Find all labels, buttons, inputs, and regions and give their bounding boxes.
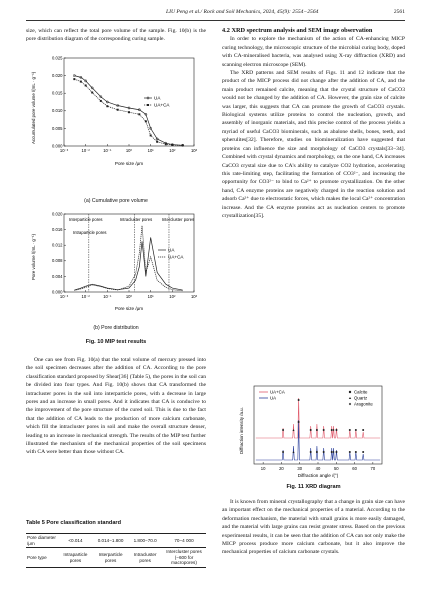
table-cell: <0.014 — [58, 534, 93, 548]
fig10a-legend — [144, 96, 170, 108]
fig10a-point-uaca — [171, 144, 173, 146]
table5-row1-label: Pore diameter /μm — [26, 534, 58, 548]
fig11-xtick-label: 10 — [260, 466, 266, 471]
fig11-legend-aragonite: Aragonite — [354, 401, 373, 407]
fig10b-xtick-label: 10⁻¹ — [103, 294, 112, 299]
fig10a-point-uaca — [138, 113, 140, 115]
fig10a-point-uaca — [182, 144, 184, 146]
fig11-marker-calcite — [298, 421, 300, 423]
fig10a-xlabel: Pore size /μm — [114, 161, 144, 166]
fig10a-point-uaca — [156, 141, 158, 143]
fig11-xtick-label: 50 — [333, 466, 339, 471]
fig11-marker-calcite — [316, 451, 318, 453]
fig11-marker-calcite — [349, 429, 351, 431]
fig10a-point-uaca — [91, 91, 93, 93]
fig10a-ytick-label: 0.020 — [52, 73, 63, 78]
left-para-bottom: One can see from Fig. 10(a) that the total volume of mercury pressed into the soil specimen decreases after the addition of CA. According to the pore classification standard proposed by Shear[36] (Table 5), the pores in the soil can be divided into four types. And Fig. 10(b) shows that CA transformed the intracluster pores in the soil into interparticle pores, with a decrease in large pores and an increase in small pores. And it indicates that CA is conducive to the improvement of the pore structure of the cured soil. This is due to the fact that the addition of CA leads to the production of more calcium carbonate, which fill the intracluster pores in soil and make the overall structure denser, leading to an increase in mechanical strength. The results of the MIP test further illustrated the mechanism of the mechanical properties of the soil specimens with CA were better than those without CA. — [26, 357, 206, 456]
fig11-chart — [226, 380, 406, 480]
fig10a-ylabel: Accumulated pore volume /(mL · g⁻¹) — [31, 71, 36, 144]
right-column-bottom — [222, 498, 405, 557]
left-column-top — [26, 27, 206, 44]
fig10b-series-uaca — [74, 226, 182, 291]
fig11-marker-calcite — [335, 429, 337, 431]
fig10a-series-ua — [74, 76, 182, 146]
fig10b-xtick-label: 10³ — [190, 294, 198, 299]
fig10a-xtick-label: 10¹ — [147, 148, 154, 153]
fig11-ylabel: Diffraction intensity /a.u. — [239, 407, 244, 454]
header-citation: LIU Peng et al./ Rock and Soil Mechanics, 2024, 45(9): 2554−2564 — [166, 9, 319, 15]
table-cell: 70−4 000 — [162, 534, 206, 548]
fig10a-chart — [26, 52, 206, 182]
table-cell: Intracluster pores — [128, 548, 162, 568]
fig11-marker-calcite — [355, 429, 357, 431]
table-cell: 1.800−70.0 — [128, 534, 162, 548]
page-number: 2561 — [393, 9, 405, 15]
fig10b-ytick-label: 0.008 — [52, 258, 63, 264]
fig10b-region-intracluster: Intracluster pores — [119, 217, 153, 222]
fig10a-plot-frame — [64, 58, 194, 146]
table-row — [26, 548, 206, 568]
fig10a-xtick-label: 10⁰ — [125, 148, 133, 153]
fig10a-point-uaca — [150, 134, 152, 136]
fig10a-point-uaca — [128, 111, 130, 113]
fig10a-ytick-label: 0.000 — [52, 143, 63, 149]
fig10b-region-intercluster: Intercluster pores — [161, 217, 195, 222]
fig10b-legend-uaca: UA+CA — [168, 254, 184, 260]
fig10b-xtick-label: 10² — [169, 294, 176, 299]
fig10b-ytick-label: 0.020 — [52, 211, 63, 217]
fig10a-ytick-label: 0.010 — [52, 108, 63, 114]
right-column-top — [222, 27, 405, 220]
fig10b-ytick-label: 0.012 — [52, 242, 63, 248]
fig10b-region-interparticle: Interparticle pores — [69, 217, 103, 222]
fig10a-point-uaca — [85, 84, 87, 86]
fig10a-ytick-label: 0.025 — [52, 55, 63, 61]
fig11-marker-calcite — [282, 429, 284, 431]
fig10b-legend-ua: UA — [168, 247, 175, 253]
table-cell: Intraparticle pores — [58, 548, 93, 568]
fig11-legend-phases — [349, 390, 374, 407]
fig10b-xtick-label: 10¹ — [147, 294, 154, 299]
fig11-marker-calcite — [310, 429, 312, 431]
section-title: 4.2 XRD spectrum analysis and SEM image observation — [222, 27, 373, 34]
fig11-marker-calcite — [355, 451, 357, 453]
fig11-marker-quartz — [292, 451, 294, 453]
fig11-marker-calcite — [362, 429, 364, 431]
fig11-legend-quartz: Quartz — [354, 395, 368, 401]
fig10b-xtick-label: 10⁻³ — [59, 294, 69, 299]
fig10a-xtick-label: 10⁻¹ — [103, 148, 112, 153]
table5-row2-label: Pore type — [26, 548, 58, 568]
header-rule — [26, 20, 405, 21]
fig10a-xtick-label: 10³ — [190, 148, 198, 153]
table-row — [26, 534, 206, 548]
right-para-3: It is known from mineral crystallography that a change in grain size can have an important effect on the mechanical properties of a material. According to the deformation mechanism, the material with small grains is more easily damaged, and the material with large grains can resist greater stress. Based on the previous experimental results, it can be seen that the addition of CA can not only make the MICP process produce more calcium carbonate, but it also improve the mechanical properties of calcium carbonate crystals. — [222, 499, 405, 556]
fig11-marker-quartz — [292, 429, 294, 431]
fig11-xlabel: Diffraction angle /(°) — [297, 473, 339, 478]
fig11-marker-calcite — [349, 451, 351, 453]
fig10b-chart — [26, 210, 206, 315]
fig10-caption: Fig. 10 MIP test results — [85, 339, 147, 345]
fig11-marker-calcite — [282, 451, 284, 453]
fig11-caption: Fig. 11 XRD diagram — [286, 484, 341, 490]
fig10a-subcaption: (a) Cumulative pore volume — [84, 198, 148, 204]
fig11-legend-calcite: Calcite — [354, 389, 368, 395]
fig11-xtick-label: 70 — [370, 466, 376, 471]
fig10b-xtick-label: 10⁰ — [125, 294, 133, 299]
fig10a-point-uaca — [117, 109, 119, 111]
right-para-2: The XRD patterns and SEM results of Figs. 11 and 12 indicate that the product of the MICP process did not change after the addition of CA, and the main product remained calcite, meaning that the crystal structure of CaCO3 would not be changed by the addition of CA. However, the grain size of calcite was larger, this suggests that CA can promote the growth of CaCO3 crystals. Biological systems utilize proteins to control the nucleation, growth, and assembly of inorganic materials, and this precise control of the process yields a myriad of useful CaCO3 biominerals, such as abalone shells, bones, teeth, and spherulites[32]. Therefore, studies on biomineralization have suggested that proteins can influence the size and morphology of CaCO3 crystals[33−34]. Combined with crystal dynamics and morphology, on the one hand, CA increases CaCO3 crystal size due to CA's ability to catalyze CO2 hydration, accelerating this rate-limiting step, facilitating the formation of CO3²⁻, and increasing the opportunity for CO3²⁻ to bind to Ca²⁺ to promote crystallization. On the other hand, CA enzyme proteins are negatively charged in the reaction solution and adsorb Ca²⁺ due to electrostatic forces, which makes the local Ca²⁺ concentration increase. And the CA enzyme proteins act as nucleation centers to promote crystallization[35]. — [222, 70, 405, 219]
fig10a-xtick-label: 10⁻³ — [59, 148, 69, 153]
fig11-xtick-label: 20 — [279, 466, 284, 471]
fig11-marker-aragonite — [333, 429, 335, 431]
fig11-legend-ua: UA — [270, 395, 277, 401]
fig10b-legend — [158, 248, 184, 260]
fig11-marker-aragonite — [333, 451, 335, 453]
fig10a-point-uaca — [100, 100, 102, 102]
fig10b-ytick-label: 0.016 — [52, 227, 63, 232]
fig11-marker-calcite — [331, 429, 333, 431]
fig11-marker-calcite — [316, 429, 318, 431]
fig10b-ytick-label: 0.000 — [52, 289, 63, 295]
fig10a-ytick-label: 0.015 — [52, 90, 63, 96]
fig10b-subcaption: (b) Pore distribution — [93, 325, 139, 331]
fig10a-point-uaca — [106, 105, 108, 107]
fig11-series-ua — [256, 420, 380, 460]
fig11-legend-series — [259, 390, 285, 401]
table5 — [26, 533, 206, 568]
table5-title: Table 5 Pore classification standard — [26, 520, 122, 526]
fig10b-ylabel: Pore volume /(mL · g⁻¹) — [31, 233, 36, 280]
fig10b-plot-frame — [64, 214, 194, 292]
fig10a-point-uaca — [165, 143, 167, 145]
fig10a-xtick-label: 10⁻² — [81, 148, 90, 153]
fig10a-point-uaca — [73, 78, 75, 80]
fig11-marker-calcite — [323, 451, 325, 453]
fig11-legend-uaca: UA+CA — [270, 389, 285, 395]
table-cell: Intercluster pores (−600 for macropores) — [162, 548, 206, 568]
fig10a-point-uaca — [145, 120, 147, 122]
left-para-top: size, which can reflect the total pore volume of the sample. Fig. 10(b) is the pore distribution diagram of the corresponding curing sample. — [26, 28, 206, 43]
fig10b-series-ua — [74, 237, 182, 290]
fig11-marker-calcite — [331, 451, 333, 453]
right-para-1: In order to explore the mechanism of the action of CA-enhancing MICP curing technology, the microscopic structure of the microbial curing body, doped with CA-mineralised bacteria, was analysed using X-ray diffraction (XRD) and scanning electron microscope (SEM). — [222, 36, 405, 68]
left-column-bottom — [26, 356, 206, 457]
fig11-marker-calcite — [362, 451, 364, 453]
fig10b-xtick-label: 10⁻² — [81, 294, 90, 299]
fig10a-legend-ua: UA — [154, 95, 161, 101]
fig11-marker-calcite — [335, 451, 337, 453]
fig10a-xtick-label: 10² — [169, 148, 176, 153]
fig11-xtick-label: 40 — [315, 466, 321, 471]
fig11-marker-calcite — [298, 399, 300, 401]
table-cell: 0.014−1.800 — [93, 534, 128, 548]
fig11-xtick-label: 60 — [352, 466, 357, 471]
fig11-marker-calcite — [323, 429, 325, 431]
fig10a-ytick-label: 0.005 — [52, 125, 63, 131]
fig10b-xlabel: Pore size /μm — [114, 306, 144, 311]
running-header — [26, 9, 405, 19]
fig11-xtick-label: 30 — [297, 466, 303, 471]
fig10a-legend-uaca: UA+CA — [154, 102, 170, 108]
fig10b-region-intraparticle: Intraparticle pores — [73, 230, 107, 235]
fig10a-point-uaca — [80, 81, 82, 83]
fig10b-ytick-label: 0.004 — [52, 273, 63, 279]
table-cell: Interparticle pores — [93, 548, 128, 568]
fig11-marker-calcite — [310, 451, 312, 453]
